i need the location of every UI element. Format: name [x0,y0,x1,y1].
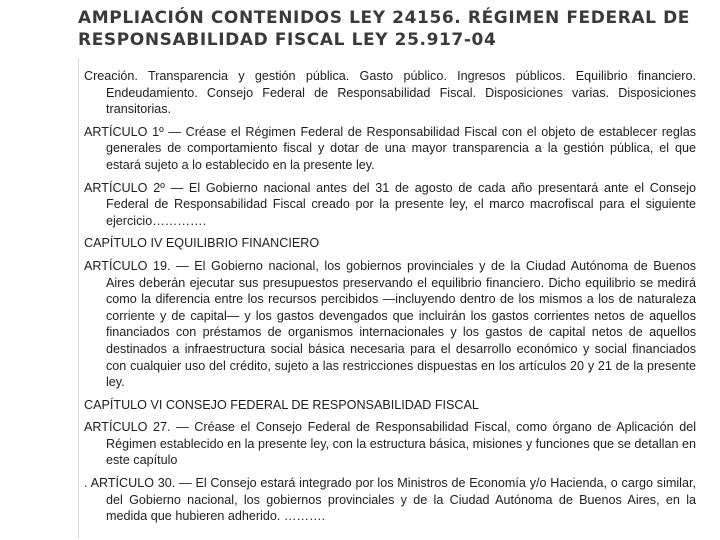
article-1-paragraph: ARTÍCULO 1º — Créase el Régimen Federal de Responsabilidad Fiscal con el objeto de establecer reglas generales de comportamiento fiscal y dotar de una mayor transparencia a la gestión pública, el que estará sujeto a lo establecido en la presente ley. [84,124,696,172]
article-19-paragraph: ARTÍCULO 19. — El Gobierno nacional, los gobiernos provinciales y de la Ciudad Autónoma de Buenos Aires deberán ejecutar sus presupuestos preservando el equilibrio financiero. Dicho equilibrio se medirá como la diferencia entre los recursos percibidos —incluyendo dentro de los mismos a los de naturaleza corriente y de capital— y los gastos devengados que incluirán los gastos corrientes netos de aquellos financiados con préstamos de organismos internacionales y los gastos de capital netos de aquellos destinados a infraestructura social básica necesaria para el desarrollo económico y social financiados con cualquier uso del crédito, sujeto a las restricciones dispuestas en los artículos 20 y 21 de la presente ley. [84,258,696,390]
chapter-6-heading: CAPÍTULO VI CONSEJO FEDERAL DE RESPONSABILIDAD FISCAL [84,397,479,412]
article-27-paragraph: ARTÍCULO 27. — Créase el Consejo Federal de Responsabilidad Fiscal, como órgano de Aplicación del Régimen establecido en la presente ley, con la estructura básica, misiones y funciones que se detallan en este capítulo [84,420,696,468]
intro-paragraph: Creación. Transparencia y gestión pública. Gasto público. Ingresos públicos. Equilibrio financiero. Endeudamiento. Consejo Federal de Responsabilidad Fiscal. Disposiciones varias. Disposiciones transitorias. [84,69,696,117]
chapter-4-heading: CAPÍTULO IV EQUILIBRIO FINANCIERO [84,236,320,251]
article-2-paragraph: ARTÍCULO 2º — El Gobierno nacional antes del 31 de agosto de cada año presentará ante el Consejo Federal de Responsabilidad Fiscal creado por la presente ley, el marco macrofiscal para el siguiente ejercicio…………. [84,180,696,228]
slide-body [84,68,696,531]
article-30-paragraph: . ARTÍCULO 30. — El Consejo estará integrado por los Ministros de Economía y/o Hacienda, o cargo similar, del Gobierno nacional, los gobiernos provinciales y de la Ciudad Autónoma de Buenos Aires, en la medida que hubieren adherido. ………. [84,476,696,524]
left-divider-line [78,58,79,538]
slide-title: AMPLIACIÓN CONTENIDOS LEY 24156. RÉGIMEN FEDERAL DE RESPONSABILIDAD FISCAL LEY 25.917-04 [78,8,691,50]
